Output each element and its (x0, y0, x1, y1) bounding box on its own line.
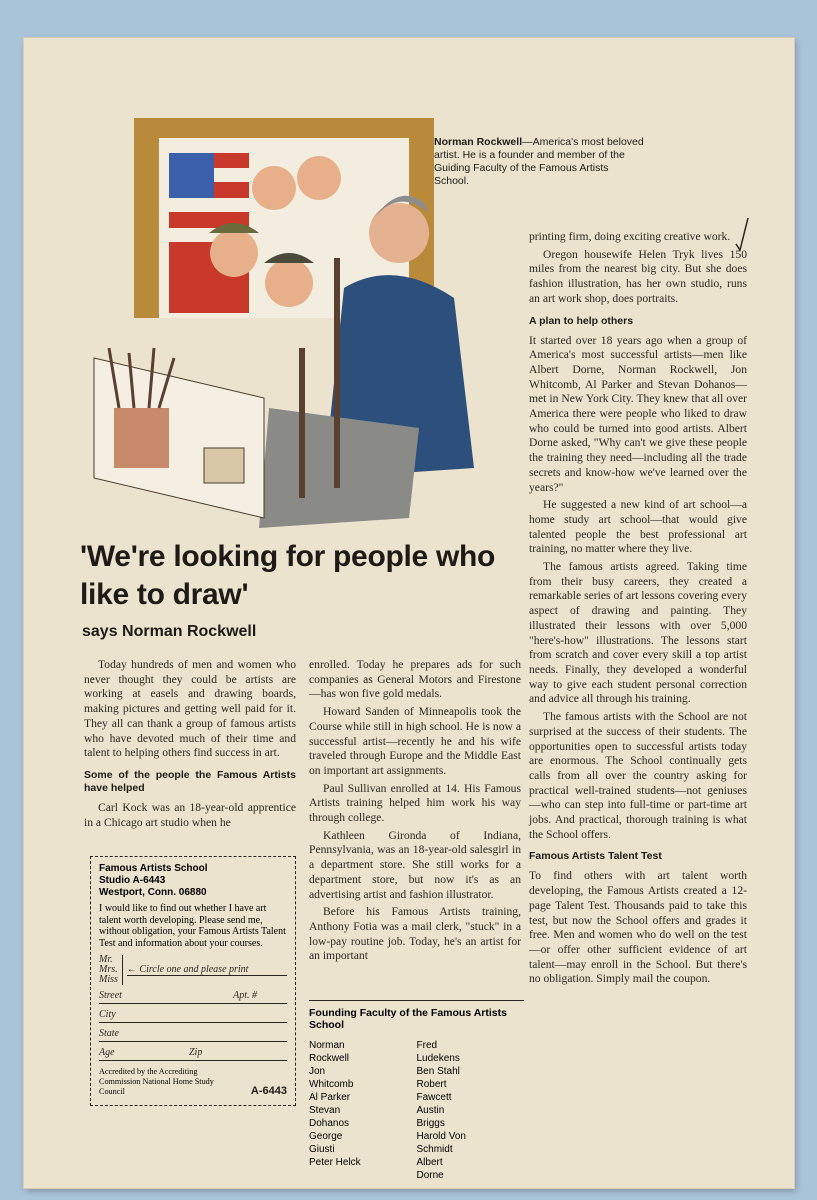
coupon-code: A-6443 (250, 1085, 287, 1097)
title-mr[interactable]: Mr. (99, 954, 113, 965)
coupon-address-3: Westport, Conn. 06880 (99, 887, 207, 898)
name-field[interactable]: ← Circle one and please print (127, 964, 287, 976)
pen-check-mark (732, 214, 752, 254)
paragraph-home-study: He suggested a new kind of art school—a home study art school—that would give talented people the best professional art training, no matter where they live. (529, 498, 747, 556)
subheading-plan: A plan to help others (529, 314, 634, 327)
faculty-name: Norman Rockwell (309, 1040, 350, 1064)
paragraph-fotia: Before his Famous Artists training, Anthony Fotia was a mail clerk, "stuck" in a low-pay routine job. Today, he's an artist for an important (309, 905, 521, 963)
coupon-address-2: Studio A-6443 (99, 875, 166, 886)
intro-paragraph: Today hundreds of men and women who never thought they could be artists are working at easels and drawing boards, making pictures and getting well paid for it. They all can thank a group of famous artists who have devoted much of their time and talent to helping others find success in art. (84, 658, 296, 760)
zip-label: Zip (189, 1047, 203, 1058)
age-zip-field[interactable] (99, 1042, 287, 1061)
state-field[interactable]: State (99, 1023, 287, 1042)
mail-coupon[interactable] (90, 856, 296, 1106)
faculty-name: Jon Whitcomb (309, 1066, 354, 1090)
paragraph-printing-firm: printing firm, doing exciting creative work. (529, 230, 731, 243)
faculty-right-list (417, 1039, 525, 1182)
paragraph-sullivan: Paul Sullivan enrolled at 14. His Famous Artists training helped him work his way through college. (309, 781, 521, 825)
faculty-name: Al Parker (309, 1092, 351, 1103)
headline: 'We're looking for people who like to draw' (80, 540, 496, 611)
faculty-name: Ben Stahl (416, 1066, 460, 1077)
paragraph-opportunities: The famous artists with the School are not surprised at the success of their students. The opportunities open to successful artists today are enormous. The School continually gets calls from all over the country asking for practical well-trained students—not geniuses—who can step into full-time or part-time art jobs. And practical, thorough training is what the School offers. (529, 710, 747, 841)
column-1 (84, 658, 296, 833)
rockwell-illustration (74, 108, 494, 568)
faculty-left-list (309, 1039, 417, 1182)
caption-text: —America's most beloved artist. He is a founder and member of the Guiding Faculty of the Famous Artists School. (434, 136, 644, 187)
city-field[interactable]: City (99, 1004, 287, 1023)
paragraph-helen-tryk: Oregon housewife Helen Tryk lives 150 miles from the nearest big city. But she does fashion illustration, has her own studio, runs an art work shop, does portraits. (529, 247, 747, 305)
coupon-title-row[interactable] (99, 955, 287, 985)
title-miss[interactable]: Miss (99, 974, 118, 985)
paragraph-talent-test: To find others with art talent worth developing, the Famous Artists created a 12-page Talent Test. Thousands paid to take this test, but now the School offers and grades it free. Men and women who do well on the test—or offer other sufficient evidence of art talent—may enroll in the School. But there's no obligation. Simply mail the coupon. (529, 869, 747, 986)
column-2 (309, 658, 521, 967)
caption-name: Norman Rockwell (434, 136, 523, 148)
faculty-title: Founding Faculty of the Famous Artists School (309, 1000, 524, 1031)
faculty-name: Stevan Dohanos (309, 1105, 350, 1129)
street-field[interactable] (99, 985, 287, 1004)
subheading-talent-test: Famous Artists Talent Test (529, 850, 662, 863)
age-label: Age (99, 1047, 115, 1058)
subheading-people-helped: Some of the people the Famous Artists have helped (84, 768, 296, 794)
faculty-name: Albert Dorne (416, 1157, 444, 1181)
faculty-name: Fred Ludekens (416, 1040, 460, 1064)
paragraph-gironda: Kathleen Gironda of Indiana, Pennsylvania, was an 18-year-old salesgirl in a department store. She still works for a department store, but now it's as an advertising artist and fashion illustrator. (309, 828, 521, 901)
faculty-name: Peter Helck (309, 1157, 361, 1168)
paragraph-lessons: The famous artists agreed. Taking time from their busy careers, they created a remarkable series of art lessons covering every aspect of drawing and painting. They illustrated their lessons with over 5,000 "here's-how" illustrations. The lessons start from scratch and cover every skill a top artist needs. Finally, they developed a wonderful way to give each student personal correction and advice all through his training. (529, 560, 747, 706)
street-label: Street (99, 990, 122, 1001)
accreditation-text: Accredited by the Accrediting Commission National Home Study Council (99, 1067, 214, 1096)
faculty-name: Austin Briggs (416, 1105, 445, 1129)
faculty-name: Harold Von Schmidt (416, 1131, 466, 1155)
apt-label: Apt. # (233, 990, 257, 1001)
column-3 (529, 230, 747, 990)
paragraph-carl-kock: Carl Kock was an 18-year-old apprentice in a Chicago art studio when he (84, 800, 296, 829)
founding-faculty (309, 1000, 524, 1182)
title-mrs[interactable]: Mrs. (99, 964, 118, 975)
byline: says Norman Rockwell (82, 623, 257, 640)
coupon-request-text: I would like to find out whether I have art talent worth developing. Please send me, without obligation, your Famous Artists Talent Test and information about your courses. (99, 903, 286, 949)
coupon-address-1: Famous Artists School (99, 863, 208, 874)
illustration-caption (434, 136, 644, 188)
paragraph-sanden: Howard Sanden of Minneapolis took the Course while still in high school. He is now a successful artist—recently he and his wife traveled through Europe and the Middle East on important art assignments. (309, 705, 521, 777)
faculty-name: Robert Fawcett (416, 1079, 452, 1103)
paragraph-history: It started over 18 years ago when a group of America's most successful artists—men like Albert Dorne, Norman Rockwell, Jon Whitcomb, Al Parker and Stevan Dohanos—met in New York City. They knew that all over America there were people who liked to draw who could be turned into good artists. Albert Dorne asked, "Why can't we give these people the training they need—including all the trade secrets and know-how we've learned over the years?" (529, 333, 747, 494)
magazine-page (24, 38, 794, 1188)
faculty-name: George Giusti (309, 1131, 343, 1155)
paragraph-enrolled: enrolled. Today he prepares ads for such companies as General Motors and Firestone—has won five gold medals. (309, 658, 521, 701)
